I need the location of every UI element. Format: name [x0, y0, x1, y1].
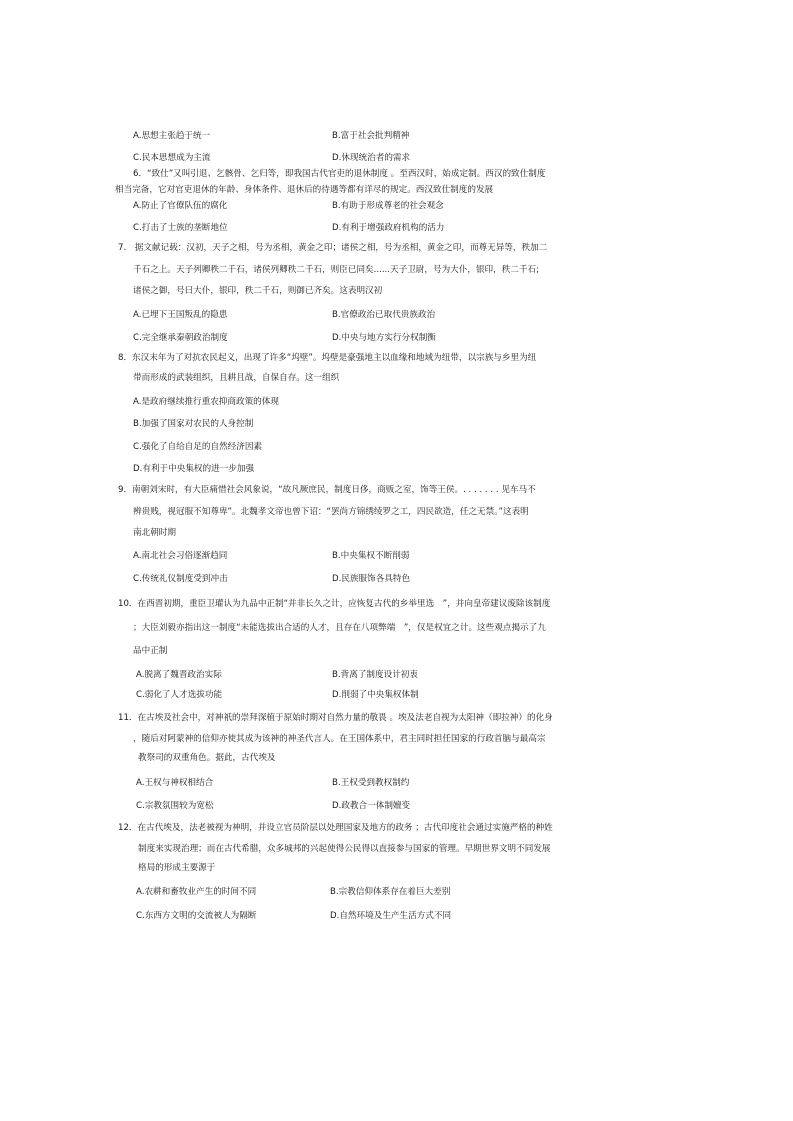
- q8-stem-line-1: 8．东汉末年为了对抗农民起义，出现了许多“坞壁”。坞壁是豪强地主以血缘和地域为纽带，以宗族与乡里为纽: [118, 353, 537, 363]
- q11-option-d: D.政教合一体制嬗变: [332, 801, 411, 811]
- q9-option-c: C.传统礼仪制度受到冲击: [133, 574, 228, 584]
- q5-option-a: A.思想主张趋于统一: [133, 131, 211, 141]
- q12-option-b: B.宗教信仰体系存在着巨大差别: [330, 887, 451, 897]
- q7-option-d: D.中央与地方实行分权制衡: [332, 333, 436, 343]
- q10-option-d: D.削弱了中央集权体制: [332, 690, 419, 700]
- q11-stem-line-2: ，随后对阿蒙神的信仰亦使其成为该神的神圣代言人。在王国体系中，君主同时担任国家的行政首脑与最高宗: [133, 734, 546, 744]
- q12-stem-line-3: 格局的形成主要源于: [138, 863, 216, 873]
- q7-option-a: A.已埋下王国叛乱的隐患: [133, 310, 228, 320]
- q8-option-c: C.强化了自给自足的自然经济因素: [133, 442, 263, 452]
- q7-stem-line-3: 诸侯之御，号曰大仆，银印，秩二千石，则御已齐矣。这表明汉初: [133, 286, 383, 296]
- q7-option-b: B.官僚政治已取代贵族政治: [332, 310, 436, 320]
- q11-stem-line-1: 11．在古埃及社会中，对神祇的崇拜深植于原始时期对自然力量的敬畏 。埃及法老自视为太阳神（即拉神）的化身: [118, 713, 553, 723]
- q11-option-c: C.宗教氛围较为宽松: [136, 801, 214, 811]
- q5-option-d: D.休现统治者的需求: [332, 153, 411, 163]
- q8-option-b: B.加强了国家对农民的人身控制: [133, 419, 254, 429]
- q11-option-b: B.王权受到教权制约: [332, 778, 410, 788]
- q9-stem-line-1: 9．南朝刘宋时，有大臣痛惜社会风象说，“故凡厥庶民，制度日侈，商贩之室，饰等王侯。. . . . . . . 见车马不: [118, 485, 536, 495]
- q7-option-c: C.完全继承秦朝政治制度: [133, 333, 228, 343]
- q6-option-d: D.有利于增强政府机构的活力: [332, 223, 445, 233]
- q10-option-a: A.脱离了魏晋政治实际: [136, 670, 222, 680]
- q11-stem-line-3: 教祭司的双重角色。据此，古代埃及: [138, 753, 276, 763]
- q8-stem-line-2: 带而形成的武装组织，且耕且战，自保自存。这一组织: [133, 373, 340, 383]
- q6-option-a: A.防止了官僚队伍的腐化: [133, 201, 228, 211]
- q9-option-a: A.南北社会习俗逐渐趋同: [133, 551, 228, 561]
- q12-option-d: D.自然环境及生产生活方式不同: [330, 911, 452, 921]
- q12-stem-line-2: 制度来实现治理；而在古代希腊，众多城邦的兴起使得公民得以直接参与国家的管理。早期世界文明不同发展: [138, 844, 551, 854]
- q9-option-d: D.民族服饰各具特色: [332, 574, 411, 584]
- q9-stem-line-3: 南北朝时期: [133, 528, 176, 538]
- q9-option-b: B.中央集权不断削弱: [332, 551, 410, 561]
- q10-option-c: C.弱化了人才选拔功能: [136, 690, 223, 700]
- q6-stem-line-1: 6．“致仕”又叫引退、乞骸骨、乞归等，即我国古代官吏的退休制度 。至西汉时，始成定制。西汉的致仕制度: [133, 169, 546, 179]
- q7-stem-line-2: 千石之上。天子列卿秩二千石，诸侯列卿秩二千石，则臣已同矣......天子卫尉，号为大仆，银印，秩二千石;: [133, 265, 540, 275]
- q12-stem-line-1: 12．在古代埃及，法老被视为神明，并设立官员阶层以处理国家及地方的政务 ；古代印度社会通过实施严格的种姓: [118, 823, 553, 833]
- q12-option-a: A.农耕和畜牧业产生的时间不同: [136, 887, 257, 897]
- q6-stem-line-2: 相当完备，它对官吏退休的年龄、身体条件、退休后的待遇等都有详尽的规定。西汉致仕制度的发展: [115, 185, 494, 195]
- q5-option-b: B.富于社会批判精神: [332, 131, 410, 141]
- q7-stem-line-1: 7. 据文献记载：汉初，天子之相，号为丞相，黄金之印；诸侯之相，号为丞相，黄金之印，而尊无异等，秩加二: [118, 243, 548, 253]
- q10-stem-line-3: 品中正制: [133, 646, 168, 656]
- q10-stem-line-2: ；大臣刘毅亦指出这一制度“未能选拔出合适的人才，且存在八项弊端 ”，仅是权宜之计。这些观点揭示了九: [133, 623, 546, 633]
- q8-option-d: D.有利于中央集权的进一步加强: [133, 464, 255, 474]
- q6-option-b: B.有助于形成尊老的社会观念: [332, 201, 444, 211]
- q9-stem-line-2: 辨贵贱，视冠服不知尊卑”。北魏孝文帝也曾下诏：“罢尚方锦绣绫罗之工，四民欲造，任之无禁。”这表明: [133, 507, 529, 517]
- q10-option-b: B.背离了制度设计初衷: [332, 670, 418, 680]
- q12-option-c: C.东西方文明的交流被人为隔断: [136, 911, 257, 921]
- q10-stem-line-1: 10．在西晋初期，重臣卫瓘认为九品中正制“并非长久之计，应恢复古代的乡举里选 ”，并向皇帝建议废除该制度: [118, 599, 551, 609]
- q11-option-a: A.王权与神权相结合: [136, 778, 214, 788]
- q5-option-c: C.民本思想成为主流: [133, 153, 211, 163]
- q8-option-a: A.是政府继续推行重农抑商政策的体现: [133, 397, 279, 407]
- q6-option-c: C.打击了士族的垄断地位: [133, 223, 228, 233]
